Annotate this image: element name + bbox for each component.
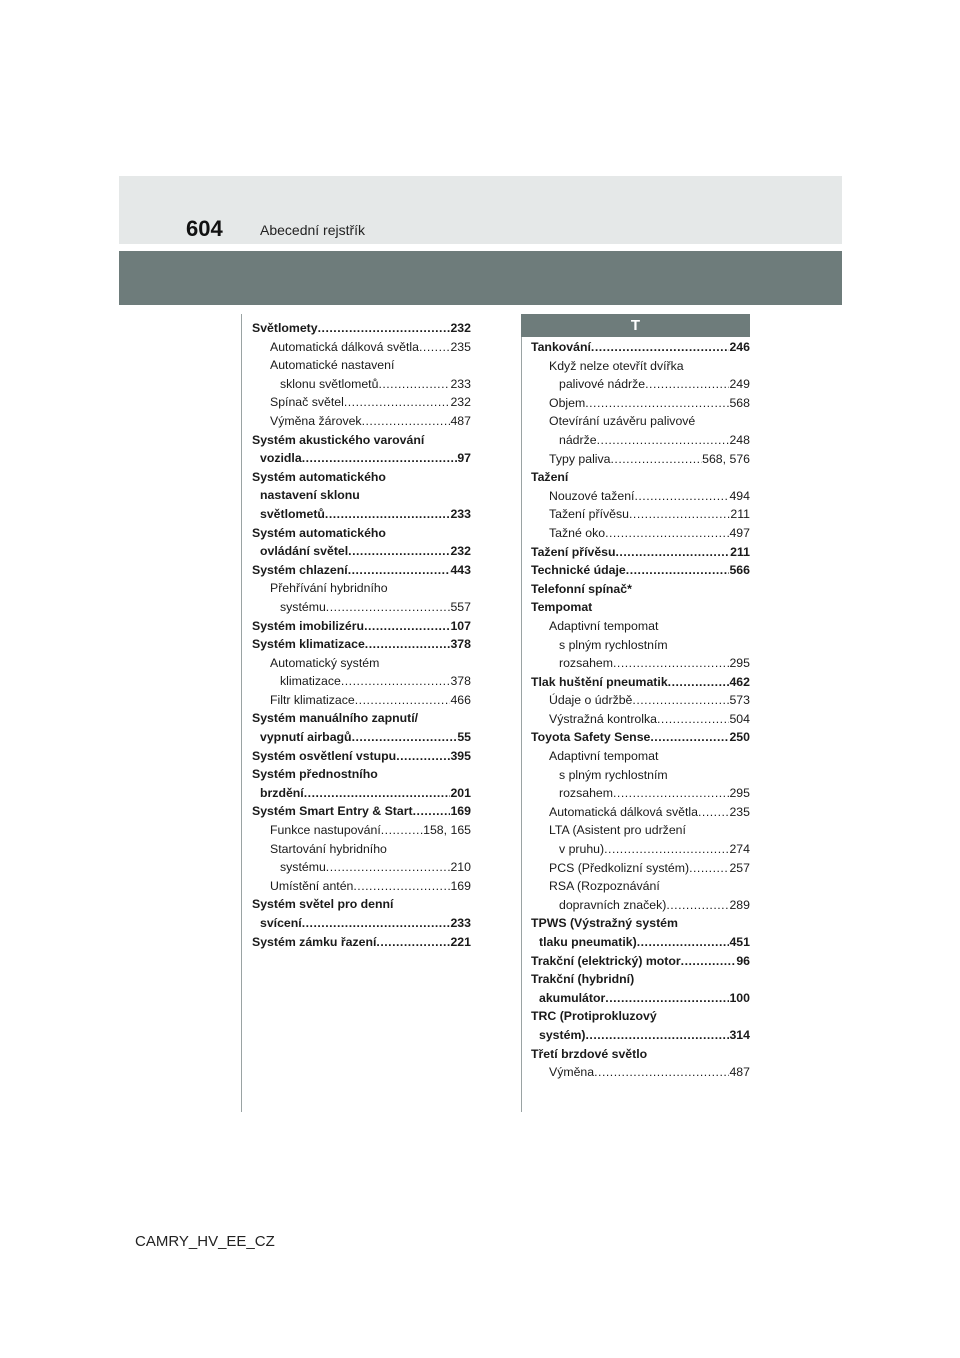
index-entry bbox=[531, 394, 750, 413]
document-code: CAMRY_HV_EE_CZ bbox=[135, 1233, 275, 1250]
entry-page: 274 bbox=[729, 842, 750, 857]
leader-dots bbox=[419, 338, 450, 357]
right-column-divider bbox=[521, 314, 522, 1112]
leader-dots bbox=[634, 487, 729, 506]
index-entry bbox=[531, 840, 750, 859]
index-entry bbox=[252, 747, 471, 766]
index-entry bbox=[252, 561, 471, 580]
index-entry bbox=[252, 728, 471, 747]
header-band bbox=[119, 176, 842, 244]
index-entry bbox=[252, 356, 471, 375]
entry-text: světlometů bbox=[260, 506, 325, 521]
index-entry bbox=[531, 989, 750, 1008]
leader-dots bbox=[605, 989, 729, 1008]
entry-page: 97 bbox=[457, 451, 471, 466]
entry-text: Tažení bbox=[531, 470, 569, 485]
entry-text: Filtr klimatizace bbox=[270, 692, 355, 707]
entry-page: 211 bbox=[730, 544, 750, 559]
leader-dots bbox=[302, 914, 451, 933]
entry-page: 487 bbox=[450, 413, 471, 428]
leader-dots bbox=[591, 338, 730, 357]
entry-text: nastavení sklonu bbox=[260, 488, 360, 503]
entry-text: Startování hybridního bbox=[270, 841, 387, 856]
entry-text: Přehřívání hybridního bbox=[270, 581, 388, 596]
index-entry bbox=[252, 933, 471, 952]
leader-dots bbox=[364, 617, 450, 636]
entry-page: 233 bbox=[450, 916, 471, 930]
index-entry bbox=[252, 505, 471, 524]
leader-dots bbox=[605, 524, 729, 543]
index-entry bbox=[531, 654, 750, 673]
index-entry bbox=[252, 802, 471, 821]
entry-text: systému bbox=[280, 860, 326, 875]
index-entry bbox=[252, 412, 471, 431]
entry-page: 55 bbox=[457, 730, 471, 745]
index-entry bbox=[531, 598, 750, 617]
index-entry bbox=[531, 617, 750, 636]
index-entry bbox=[252, 840, 471, 859]
entry-page: 504 bbox=[729, 711, 750, 726]
index-entry bbox=[531, 412, 750, 431]
entry-text: Systém světel pro denní bbox=[252, 897, 394, 912]
index-entry bbox=[531, 338, 750, 357]
entry-text: Automatická dálková světla bbox=[549, 804, 699, 819]
entry-page: 232 bbox=[450, 395, 471, 410]
entry-text: akumulátor bbox=[539, 990, 606, 1005]
index-entry bbox=[252, 579, 471, 598]
entry-text: Údaje o údržbě bbox=[549, 693, 633, 708]
entry-page: 295 bbox=[729, 656, 750, 671]
entry-text: vozidla bbox=[260, 451, 302, 466]
entry-text: Systém zámku řazení bbox=[252, 934, 377, 949]
leader-dots bbox=[629, 505, 730, 524]
index-entry bbox=[531, 728, 750, 747]
index-entry bbox=[252, 914, 471, 933]
entry-page: 289 bbox=[729, 897, 750, 912]
index-entry bbox=[531, 933, 750, 952]
entry-text: sklonu světlometů bbox=[280, 376, 379, 391]
leader-dots bbox=[613, 784, 729, 803]
entry-page: 451 bbox=[729, 935, 750, 949]
index-column-right bbox=[531, 338, 750, 1082]
leader-dots bbox=[365, 635, 451, 654]
index-entry bbox=[531, 710, 750, 729]
index-entry bbox=[531, 914, 750, 933]
entry-text: Tažné oko bbox=[549, 525, 606, 540]
entry-page: 248 bbox=[729, 432, 750, 447]
entry-page: 235 bbox=[450, 339, 471, 354]
index-entry bbox=[252, 877, 471, 896]
leader-dots bbox=[326, 598, 451, 617]
index-entry bbox=[252, 319, 471, 338]
entry-text: Funkce nastupování bbox=[270, 823, 381, 838]
entry-text: Výstražná kontrolka bbox=[549, 711, 657, 726]
index-entry bbox=[252, 375, 471, 394]
entry-text: Tempomat bbox=[531, 600, 593, 615]
entry-text: rozsahem bbox=[559, 656, 613, 671]
entry-page: 557 bbox=[450, 599, 471, 614]
index-entry bbox=[531, 375, 750, 394]
entry-page: 158, 165 bbox=[423, 823, 471, 838]
entry-text: Otevírání uzávěru palivové bbox=[549, 414, 696, 429]
entry-page: 462 bbox=[729, 674, 750, 689]
entry-page: 257 bbox=[729, 860, 750, 875]
entry-page: 107 bbox=[450, 618, 471, 633]
entry-text: Trakční (elektrický) motor bbox=[531, 953, 681, 968]
entry-page: 221 bbox=[450, 934, 471, 949]
leader-dots bbox=[613, 654, 729, 673]
leader-dots bbox=[657, 710, 729, 729]
leader-dots bbox=[681, 952, 737, 971]
index-entry bbox=[531, 1026, 750, 1045]
entry-text: svícení bbox=[260, 916, 302, 930]
leader-dots bbox=[650, 728, 729, 747]
index-entry bbox=[531, 561, 750, 580]
leader-dots bbox=[378, 375, 450, 394]
entry-text: Automatická dálková světla bbox=[270, 339, 420, 354]
entry-page: 573 bbox=[729, 693, 750, 708]
entry-text: systém) bbox=[539, 1027, 586, 1042]
index-entry bbox=[252, 617, 471, 636]
index-entry bbox=[531, 580, 750, 599]
leader-dots bbox=[604, 840, 729, 859]
entry-text: ovládání světel bbox=[260, 544, 349, 559]
entry-text: Systém automatického bbox=[252, 525, 386, 540]
entry-page: 568 bbox=[729, 395, 750, 410]
index-entry bbox=[252, 895, 471, 914]
entry-page: 494 bbox=[729, 488, 750, 503]
entry-text: Typy paliva bbox=[549, 451, 611, 466]
leader-dots bbox=[326, 858, 451, 877]
index-entry bbox=[252, 709, 471, 728]
entry-text: Třetí brzdové světlo bbox=[531, 1046, 648, 1061]
leader-dots bbox=[626, 561, 730, 580]
entry-text: RSA (Rozpoznávání bbox=[549, 879, 660, 894]
index-entry bbox=[531, 1063, 750, 1082]
header-bar bbox=[119, 251, 842, 305]
entry-page: 378 bbox=[450, 637, 471, 652]
leader-dots bbox=[348, 542, 450, 561]
entry-text: s plným rychlostním bbox=[559, 767, 668, 782]
index-entry bbox=[531, 952, 750, 971]
entry-text: Světlomety bbox=[252, 321, 318, 335]
index-entry bbox=[252, 598, 471, 617]
entry-text: Nouzové tažení bbox=[549, 488, 635, 503]
index-entry bbox=[531, 859, 750, 878]
entry-text: systému bbox=[280, 599, 326, 614]
index-column-left bbox=[252, 319, 471, 951]
entry-text: vypnutí airbagů bbox=[260, 730, 352, 745]
leader-dots bbox=[585, 1026, 729, 1045]
index-entry bbox=[252, 858, 471, 877]
index-entry bbox=[531, 766, 750, 785]
entry-page: 233 bbox=[450, 376, 471, 391]
index-entry bbox=[252, 542, 471, 561]
entry-text: Tažení přívěsu bbox=[549, 507, 629, 522]
entry-page: 295 bbox=[729, 786, 750, 801]
index-entry bbox=[252, 654, 471, 673]
leader-dots bbox=[381, 821, 423, 840]
index-entry bbox=[531, 505, 750, 524]
index-entry bbox=[252, 691, 471, 710]
index-entry bbox=[252, 635, 471, 654]
entry-page: 566 bbox=[729, 563, 750, 578]
entry-text: Telefonní spínač* bbox=[531, 581, 632, 596]
entry-text: Systém automatického bbox=[252, 469, 386, 484]
entry-page: 232 bbox=[450, 321, 471, 335]
entry-text: Automatické nastavení bbox=[270, 358, 395, 373]
entry-page: 210 bbox=[450, 860, 471, 875]
entry-page: 568, 576 bbox=[702, 451, 750, 466]
entry-text: klimatizace bbox=[280, 674, 341, 689]
entry-text: Systém imobilizéru bbox=[252, 618, 365, 633]
entry-text: Systém manuálního zapnutí/ bbox=[252, 711, 419, 726]
index-entry bbox=[531, 450, 750, 469]
entry-text: Systém osvětlení vstupu bbox=[252, 748, 397, 763]
index-entry bbox=[531, 1007, 750, 1026]
index-entry bbox=[531, 636, 750, 655]
index-entry bbox=[252, 449, 471, 468]
entry-page: 497 bbox=[729, 525, 750, 540]
entry-page: 395 bbox=[450, 748, 471, 763]
index-entry bbox=[531, 896, 750, 915]
index-entry bbox=[252, 524, 471, 543]
entry-text: Systém klimatizace bbox=[252, 637, 365, 652]
entry-page: 250 bbox=[729, 730, 750, 745]
index-entry bbox=[531, 468, 750, 487]
entry-text: Systém akustického varování bbox=[252, 432, 425, 447]
index-entry bbox=[531, 487, 750, 506]
entry-text: Když nelze otevřít dvířka bbox=[549, 358, 684, 373]
entry-text: Trakční (hybridní) bbox=[531, 972, 635, 987]
entry-text: Technické údaje bbox=[531, 563, 626, 578]
index-entry bbox=[531, 691, 750, 710]
leader-dots bbox=[413, 802, 451, 821]
leader-dots bbox=[689, 859, 729, 878]
entry-text: dopravních značek) bbox=[559, 897, 667, 912]
index-entry bbox=[252, 338, 471, 357]
entry-page: 201 bbox=[450, 785, 471, 800]
entry-text: Adaptivní tempomat bbox=[549, 749, 659, 764]
leader-dots bbox=[632, 691, 729, 710]
leader-dots bbox=[585, 394, 729, 413]
leader-dots bbox=[362, 412, 451, 431]
entry-text: Objem bbox=[549, 395, 586, 410]
leader-dots bbox=[348, 561, 451, 580]
entry-text: Spínač světel bbox=[270, 395, 344, 410]
index-entry bbox=[531, 1045, 750, 1064]
leader-dots bbox=[318, 319, 451, 338]
entry-page: 249 bbox=[729, 377, 750, 392]
entry-page: 487 bbox=[729, 1065, 750, 1080]
entry-text: TPWS (Výstražný systém bbox=[531, 916, 678, 931]
entry-text: Systém přednostního bbox=[252, 767, 378, 782]
entry-text: LTA (Asistent pro udržení bbox=[549, 823, 686, 838]
entry-text: Tlak huštění pneumatik bbox=[531, 674, 668, 689]
entry-text: Výměna žárovek bbox=[270, 413, 362, 428]
index-entry bbox=[531, 357, 750, 376]
index-entry bbox=[252, 672, 471, 691]
page-title: Abecední rejstřík bbox=[260, 222, 366, 238]
index-entry bbox=[252, 486, 471, 505]
leader-dots bbox=[302, 449, 458, 468]
index-entry bbox=[531, 784, 750, 803]
index-entry bbox=[531, 877, 750, 896]
entry-text: Toyota Safety Sense bbox=[531, 730, 651, 745]
entry-text: Systém chlazení bbox=[252, 562, 348, 577]
index-entry bbox=[252, 765, 471, 784]
leader-dots bbox=[304, 784, 451, 803]
index-entry bbox=[531, 543, 750, 562]
leader-dots bbox=[645, 375, 729, 394]
index-entry bbox=[531, 431, 750, 450]
leader-dots bbox=[341, 672, 451, 691]
index-entry bbox=[531, 803, 750, 822]
entry-page: 466 bbox=[450, 692, 471, 707]
entry-text: PCS (Předkolizní systém) bbox=[549, 860, 690, 875]
index-entry bbox=[252, 468, 471, 487]
index-entry bbox=[531, 747, 750, 766]
entry-page: 211 bbox=[730, 507, 750, 522]
entry-page: 100 bbox=[729, 990, 750, 1005]
entry-text: tlaku pneumatik) bbox=[539, 935, 637, 949]
index-entry bbox=[252, 393, 471, 412]
leader-dots bbox=[376, 933, 450, 952]
leader-dots bbox=[611, 450, 703, 469]
entry-page: 232 bbox=[450, 544, 471, 559]
leader-dots bbox=[396, 747, 450, 766]
index-entry bbox=[531, 524, 750, 543]
entry-text: nádrže bbox=[559, 432, 597, 447]
left-column-divider bbox=[241, 314, 242, 1112]
entry-page: 96 bbox=[736, 953, 750, 968]
entry-text: Umístění antén bbox=[270, 878, 354, 893]
entry-page: 246 bbox=[729, 340, 750, 354]
entry-text: TRC (Protiprokluzový bbox=[531, 1009, 657, 1024]
entry-text: v pruhu) bbox=[559, 842, 605, 857]
leader-dots bbox=[594, 1063, 729, 1082]
leader-dots bbox=[344, 393, 451, 412]
section-letter-bar: T bbox=[521, 314, 750, 337]
entry-text: Automatický systém bbox=[270, 655, 380, 670]
entry-page: 235 bbox=[729, 804, 750, 819]
index-entry bbox=[531, 673, 750, 692]
entry-text: brzdění bbox=[260, 785, 304, 800]
page-number: 604 bbox=[186, 216, 223, 241]
entry-text: Tažení přívěsu bbox=[531, 544, 616, 559]
leader-dots bbox=[616, 543, 731, 562]
index-entry bbox=[252, 784, 471, 803]
entry-page: 169 bbox=[450, 804, 471, 819]
leader-dots bbox=[352, 728, 458, 747]
leader-dots bbox=[355, 691, 451, 710]
leader-dots bbox=[668, 673, 730, 692]
leader-dots bbox=[698, 803, 729, 822]
entry-page: 233 bbox=[450, 506, 471, 521]
entry-page: 314 bbox=[729, 1027, 750, 1042]
index-entry bbox=[252, 821, 471, 840]
entry-text: Výměna bbox=[549, 1065, 595, 1080]
entry-text: s plným rychlostním bbox=[559, 637, 668, 652]
entry-page: 443 bbox=[450, 562, 471, 577]
leader-dots bbox=[666, 896, 729, 915]
entry-text: Systém Smart Entry & Start bbox=[252, 804, 413, 819]
entry-text: palivové nádrže bbox=[559, 377, 646, 392]
entry-page: 378 bbox=[450, 674, 471, 689]
leader-dots bbox=[637, 933, 730, 952]
index-entry bbox=[531, 821, 750, 840]
entry-text: Tankování bbox=[531, 340, 591, 354]
leader-dots bbox=[325, 505, 451, 524]
leader-dots bbox=[353, 877, 450, 896]
entry-text: Adaptivní tempomat bbox=[549, 618, 659, 633]
index-entry bbox=[252, 431, 471, 450]
index-entry bbox=[531, 970, 750, 989]
entry-text: rozsahem bbox=[559, 786, 613, 801]
entry-page: 169 bbox=[450, 878, 471, 893]
leader-dots bbox=[597, 431, 730, 450]
